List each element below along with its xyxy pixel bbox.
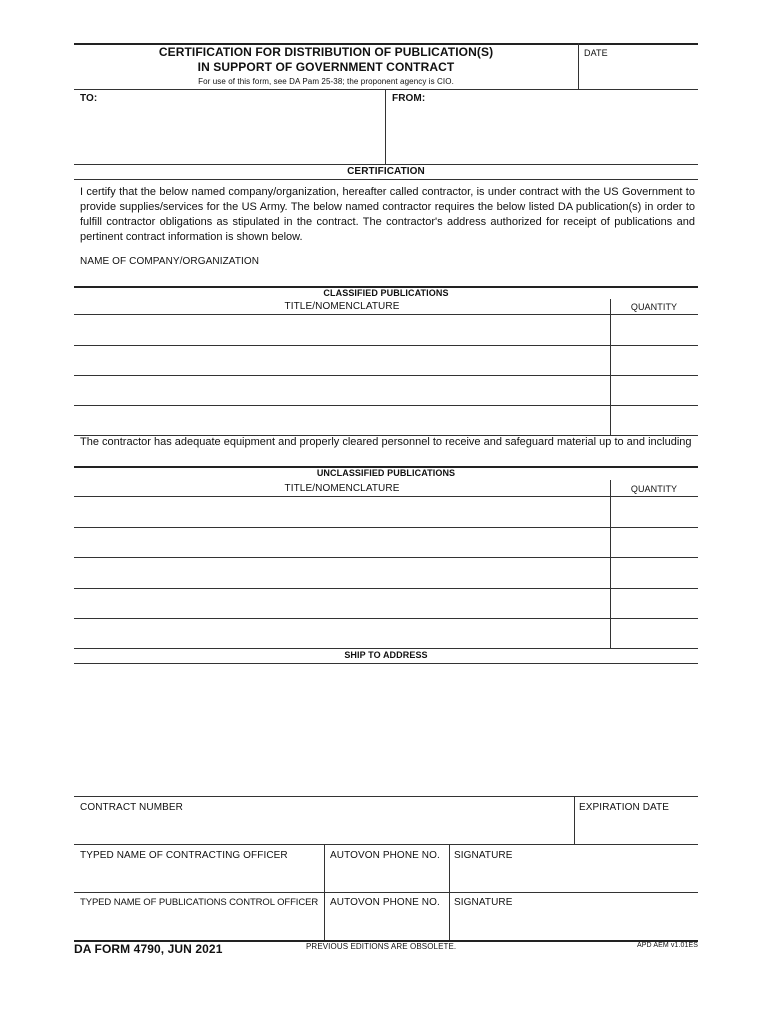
- classified-heading: CLASSIFIED PUBLICATIONS: [323, 288, 449, 298]
- classified-row-line-2: [74, 375, 698, 376]
- to-address-field[interactable]: [80, 107, 380, 159]
- unclassified-qty-field-2[interactable]: [615, 539, 693, 555]
- unclassified-row-line-3: [74, 588, 698, 589]
- ship-to-address-field[interactable]: [80, 669, 692, 791]
- unclassified-row-line-1: [74, 527, 698, 528]
- from-label: FROM:: [392, 93, 426, 104]
- autovon-label-2: AUTOVON PHONE NO.: [330, 897, 440, 908]
- expiration-date-field[interactable]: [579, 819, 694, 837]
- classified-header-line: [74, 314, 698, 315]
- certification-heading: CERTIFICATION: [347, 166, 425, 177]
- signature-label-2: SIGNATURE: [454, 897, 513, 908]
- autovon-label-1: AUTOVON PHONE NO.: [330, 850, 440, 861]
- contract-row-line-1: [74, 844, 698, 845]
- date-divider: [578, 43, 579, 89]
- certification-text: I certify that the below named company/organization, hereafter called contractor, is under contract with the US Government to provide supplies/services for the US Army. The below named contractor requires the below listed DA publication(s) in order to fulfill contractor obligations as stipulated in the contract. The contractor's address authorized for receipt of publications and pertinent contract information is shown below.: [80, 186, 695, 243]
- form-id: DA FORM 4790, JUN 2021: [74, 942, 223, 956]
- company-label: NAME OF COMPANY/ORGANIZATION: [80, 256, 260, 267]
- form-title-line2: IN SUPPORT OF GOVERNMENT CONTRACT: [197, 60, 455, 74]
- unclassified-qty-field-5[interactable]: [615, 630, 693, 646]
- signature-field-1[interactable]: [454, 867, 694, 885]
- unclassified-title-field-1[interactable]: [80, 509, 605, 525]
- pub-control-officer-label: TYPED NAME OF PUBLICATIONS CONTROL OFFICER: [80, 897, 319, 908]
- to-from-divider: [385, 89, 386, 164]
- clearance-level-field[interactable]: [134, 449, 434, 463]
- pub-control-officer-field[interactable]: [80, 915, 320, 933]
- classified-qty-divider: [610, 299, 611, 435]
- classified-title-field-4[interactable]: [80, 417, 605, 433]
- unclassified-title-field-4[interactable]: [80, 600, 605, 616]
- unclassified-title-field-5[interactable]: [80, 630, 605, 646]
- classified-title-field-3[interactable]: [80, 388, 605, 404]
- signature-field-2[interactable]: [454, 915, 694, 933]
- form-title-line1: CERTIFICATION FOR DISTRIBUTION OF PUBLICATION(S): [158, 45, 494, 59]
- obsolete-notice: PREVIOUS EDITIONS ARE OBSOLETE.: [306, 942, 457, 951]
- classified-qty-field-2[interactable]: [615, 358, 693, 374]
- from-address-field[interactable]: [392, 107, 692, 159]
- version-label: APD AEM v1.01ES: [636, 942, 698, 949]
- unclassified-row-line-4: [74, 618, 698, 619]
- classified-title-field-1[interactable]: [80, 328, 605, 344]
- unclassified-title-col: TITLE/NOMENCLATURE: [284, 483, 400, 494]
- unclassified-header-line: [74, 496, 698, 497]
- company-field[interactable]: [80, 269, 692, 285]
- expiration-divider: [574, 796, 575, 844]
- form-subtitle: For use of this form, see DA Pam 25-38; the proponent agency is CIO.: [198, 77, 454, 86]
- classified-qty-field-3[interactable]: [615, 388, 693, 404]
- unclassified-qty-field-1[interactable]: [615, 509, 693, 525]
- unclassified-bottom-line: [74, 648, 698, 649]
- to-label: TO:: [80, 93, 98, 104]
- classified-title-col: TITLE/NOMENCLATURE: [284, 301, 400, 312]
- unclassified-qty-col: QUANTITY: [630, 484, 678, 494]
- header-bottom-line: [74, 89, 698, 90]
- unclassified-row-line-2: [74, 557, 698, 558]
- unclassified-title-field-2[interactable]: [80, 539, 605, 555]
- adequate-text: The contractor has adequate equipment and properly cleared personnel to receive and safeguard material up to and including: [80, 436, 692, 448]
- unclassified-heading: UNCLASSIFIED PUBLICATIONS: [316, 468, 456, 478]
- autovon-phone-field-2[interactable]: [330, 915, 445, 933]
- contracting-officer-label: TYPED NAME OF CONTRACTING OFFICER: [80, 850, 288, 861]
- autovon-phone-field-1[interactable]: [330, 867, 445, 885]
- to-from-bottom-line: [74, 164, 698, 165]
- signature-label-1: SIGNATURE: [454, 850, 513, 861]
- unclassified-title-field-3[interactable]: [80, 569, 605, 585]
- contracting-officer-field[interactable]: [80, 867, 320, 885]
- ship-to-heading: SHIP TO ADDRESS: [344, 650, 428, 660]
- unclassified-qty-divider: [610, 480, 611, 648]
- date-field[interactable]: [584, 63, 694, 83]
- contract-row-line-2: [74, 892, 698, 893]
- unclassified-qty-field-4[interactable]: [615, 600, 693, 616]
- certification-heading-line: [74, 179, 698, 180]
- classified-qty-field-4[interactable]: [615, 417, 693, 433]
- form-title: [74, 45, 578, 75]
- classified-qty-field-1[interactable]: [615, 328, 693, 344]
- classified-qty-col: QUANTITY: [630, 302, 678, 312]
- classified-row-line-1: [74, 345, 698, 346]
- expiration-date-label: EXPIRATION DATE: [579, 802, 670, 813]
- unclassified-qty-field-3[interactable]: [615, 569, 693, 585]
- contract-number-field[interactable]: [80, 819, 570, 837]
- ship-to-heading-line: [74, 663, 698, 664]
- contract-number-label: CONTRACT NUMBER: [80, 802, 183, 813]
- contract-top-line: [74, 796, 698, 797]
- classified-row-line-3: [74, 405, 698, 406]
- classified-title-field-2[interactable]: [80, 358, 605, 374]
- date-label: DATE: [584, 48, 608, 58]
